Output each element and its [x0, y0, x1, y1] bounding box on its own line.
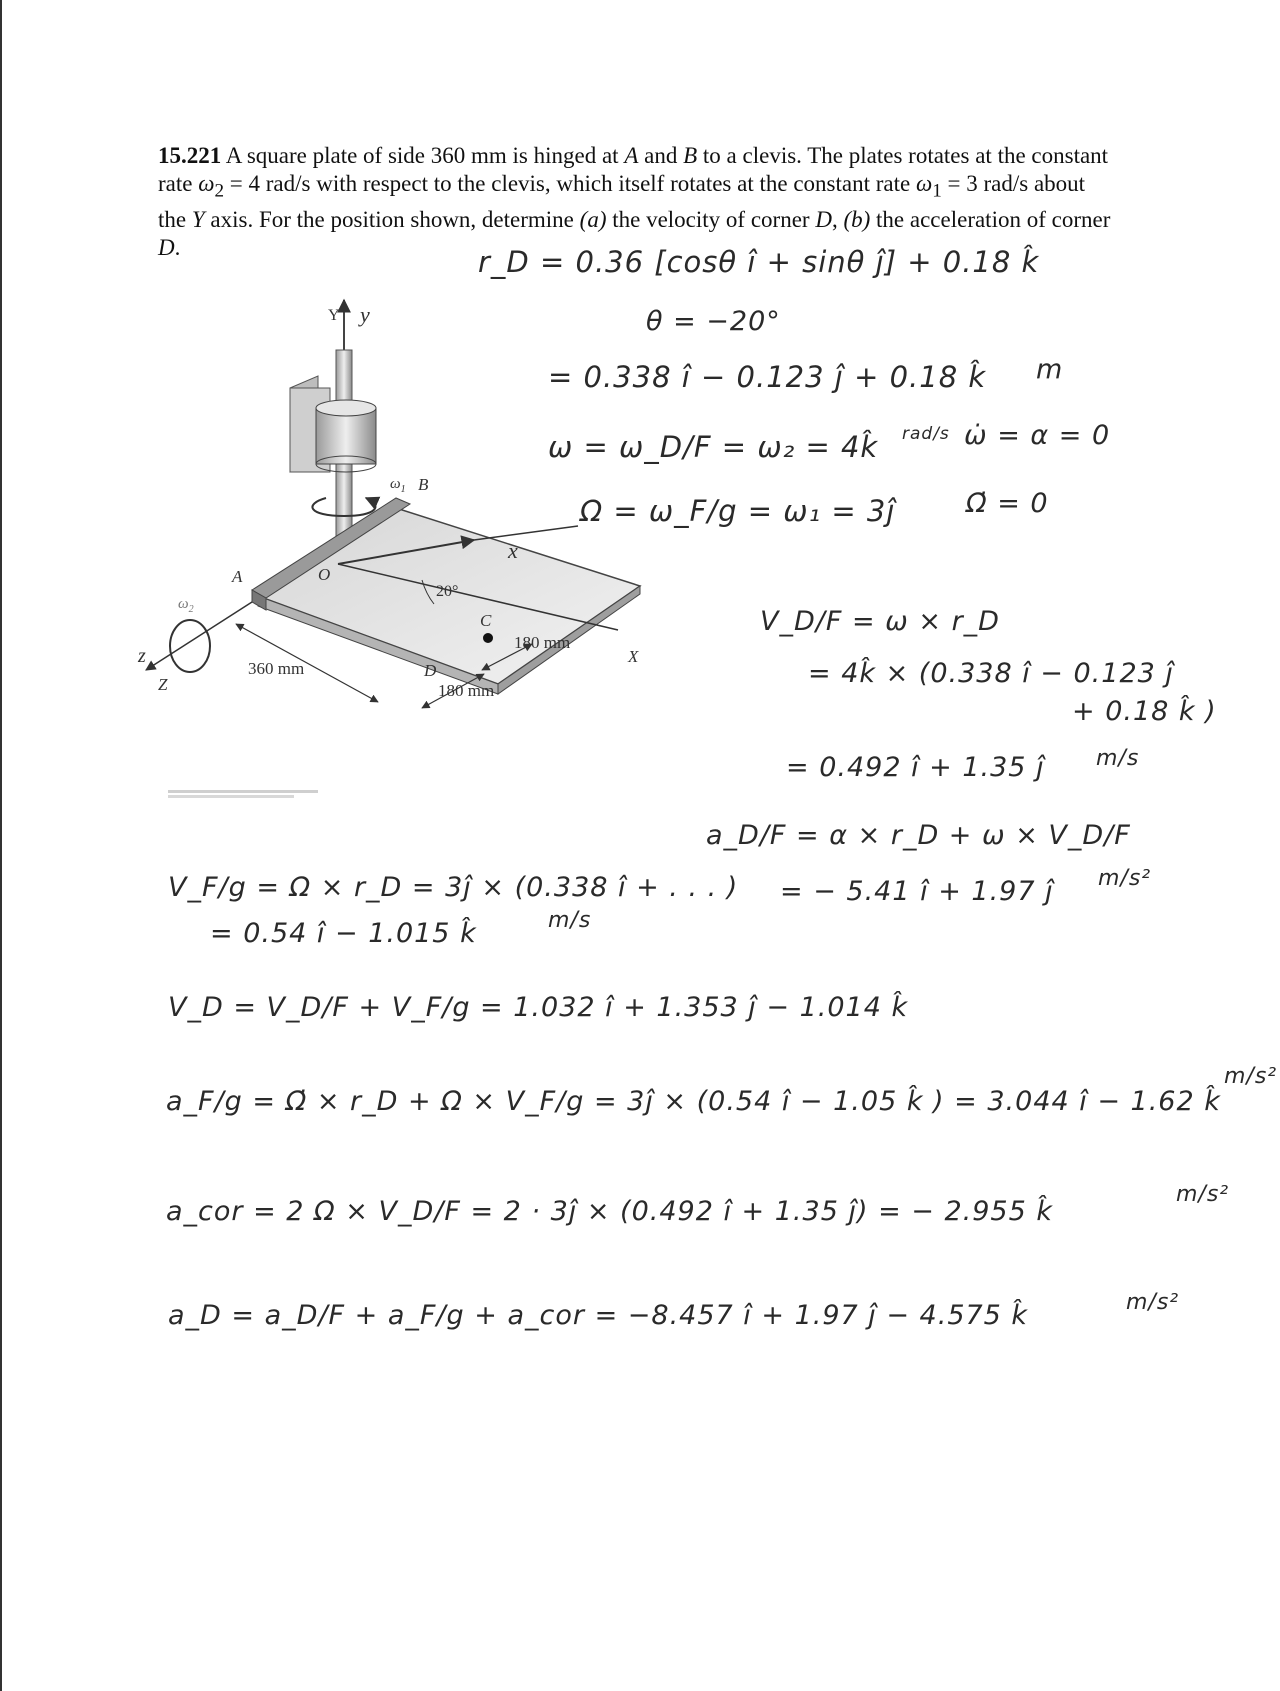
axis-y-ref: Y	[191, 206, 205, 232]
omega1-subscript: 1	[932, 180, 942, 202]
hw-position-vector: r_D = 0.36 [cosθ î + sinθ ĵ] + 0.18 k̂	[478, 245, 1040, 279]
problem-text: .	[174, 234, 181, 260]
problem-text: the velocity of corner	[606, 206, 816, 232]
problem-number: 15.221	[158, 143, 222, 168]
hw-theta: θ = −20°	[646, 306, 781, 337]
hw-a-df-unit: m/s²	[1098, 866, 1152, 891]
problem-text: ,	[831, 206, 844, 232]
omega2-rotation-arrow	[170, 620, 210, 672]
omega1-label: $\omega_1$	[390, 476, 406, 495]
point-c	[483, 633, 493, 643]
x-hand-label: x	[508, 538, 518, 563]
problem-text: axis. For the position shown, determine	[204, 206, 580, 232]
corner-d-ref: D	[815, 206, 832, 232]
z-axis-line	[146, 602, 252, 670]
page-left-border	[0, 0, 2, 1691]
part-a-label: (a)	[579, 206, 607, 232]
dim-180-right-label: 180 mm	[514, 633, 571, 652]
hw-big-omega-dot: Ω̇ = 0	[966, 488, 1049, 519]
z-axis-label: Z	[158, 675, 168, 694]
hw-v-df-value: = 0.492 î + 1.35 ĵ	[786, 752, 1045, 783]
bearing-top	[316, 400, 376, 416]
problem-text: and	[638, 143, 684, 168]
hw-a-coriolis: a_cor = 2 Ω × V_D/F = 2 · 3ĵ × (0.492 î + 1.35 ĵ) = − 2.955 k̂	[166, 1196, 1053, 1227]
problem-text: to a clevis. The plates rotates at the constant rate	[158, 143, 1109, 196]
hw-a-fg-unit: m/s²	[1224, 1064, 1278, 1089]
omega2-subscript: 2	[214, 180, 225, 202]
omega1-symbol: ω	[915, 171, 933, 196]
problem-text: = 3 rad/s about the	[158, 171, 1086, 232]
hw-v-fg-value: = 0.54 î − 1.015 k̂	[210, 918, 477, 949]
dim-360-label: 360 mm	[248, 659, 305, 678]
hw-rd-value: = 0.338 î − 0.123 ĵ + 0.18 k̂	[548, 360, 987, 394]
x-axis-label: X	[628, 647, 639, 666]
label-c: C	[480, 611, 492, 630]
omega2-label: $\omega_2$	[178, 596, 194, 615]
hw-v-df-def: V_D/F = ω × r_D	[760, 606, 1000, 637]
hw-rd-unit: m	[1036, 354, 1064, 385]
label-o: O	[318, 565, 331, 584]
problem-text: A square plate of side 360 mm is hinged at	[221, 143, 625, 168]
point-b-ref: B	[683, 143, 698, 168]
angle-label: 20°	[436, 583, 459, 600]
hw-a-d-total: a_D = a_D/F + a_F/g + a_cor = −8.457 î + 1.97 ĵ − 4.575 k̂	[168, 1300, 1029, 1331]
hw-a-fg: a_F/g = Ω̇ × r_D + Ω × V_F/g = 3ĵ × (0.54 î − 1.05 k̂ ) = 3.044 î − 1.62 k̂	[166, 1086, 1221, 1117]
hw-omega: ω = ω_D/F = ω₂ = 4k̂	[548, 430, 879, 464]
z-hand-label: z	[138, 645, 146, 667]
hw-v-d-total: V_D = V_D/F + V_F/g = 1.032 î + 1.353 ĵ − 1.014 k̂	[168, 992, 909, 1023]
part-b-label: (b)	[843, 206, 871, 232]
point-a-ref: A	[624, 143, 639, 168]
y-axis-label: Y	[328, 307, 340, 324]
hw-v-df-cross-cont: + 0.18 k̂ )	[1072, 696, 1217, 727]
problem-text: = 4 rad/s with respect to the clevis, which itself rotates at the constant rate	[224, 171, 916, 196]
label-a: A	[232, 567, 243, 586]
hw-omega-unit: rad/s	[902, 424, 950, 444]
hw-a-df-value: = − 5.41 î + 1.97 ĵ	[780, 876, 1054, 907]
hw-v-df-cross: = 4k̂ × (0.338 î − 0.123 ĵ	[808, 658, 1174, 689]
hw-big-omega: Ω = ω_F/g = ω₁ = 3ĵ	[580, 494, 896, 528]
y-hand-label: y	[360, 302, 370, 327]
problem-statement	[158, 142, 1118, 262]
hw-v-fg-def: V_F/g = Ω × r_D = 3ĵ × (0.338 î + . . . )	[168, 872, 739, 903]
copyright-notice-smudge	[168, 788, 328, 800]
x-hand-arrow-ext	[474, 526, 578, 540]
hw-v-df-unit: m/s	[1096, 746, 1140, 771]
hw-v-fg-unit: m/s	[548, 908, 592, 933]
label-b: B	[418, 475, 429, 494]
hw-a-d-unit: m/s²	[1126, 1290, 1180, 1315]
hw-a-df-def: a_D/F = α × r_D + ω × V_D/F	[706, 820, 1131, 851]
dim-180-bottom-label: 180 mm	[438, 681, 495, 700]
omega2-symbol: ω	[198, 171, 215, 196]
problem-text: the acceleration of corner	[870, 206, 1111, 232]
corner-d-ref: D	[158, 234, 175, 260]
hw-a-coriolis-unit: m/s²	[1176, 1182, 1230, 1207]
label-d: D	[424, 661, 437, 680]
hw-alpha-zero: ω̇ = α = 0	[964, 420, 1111, 451]
